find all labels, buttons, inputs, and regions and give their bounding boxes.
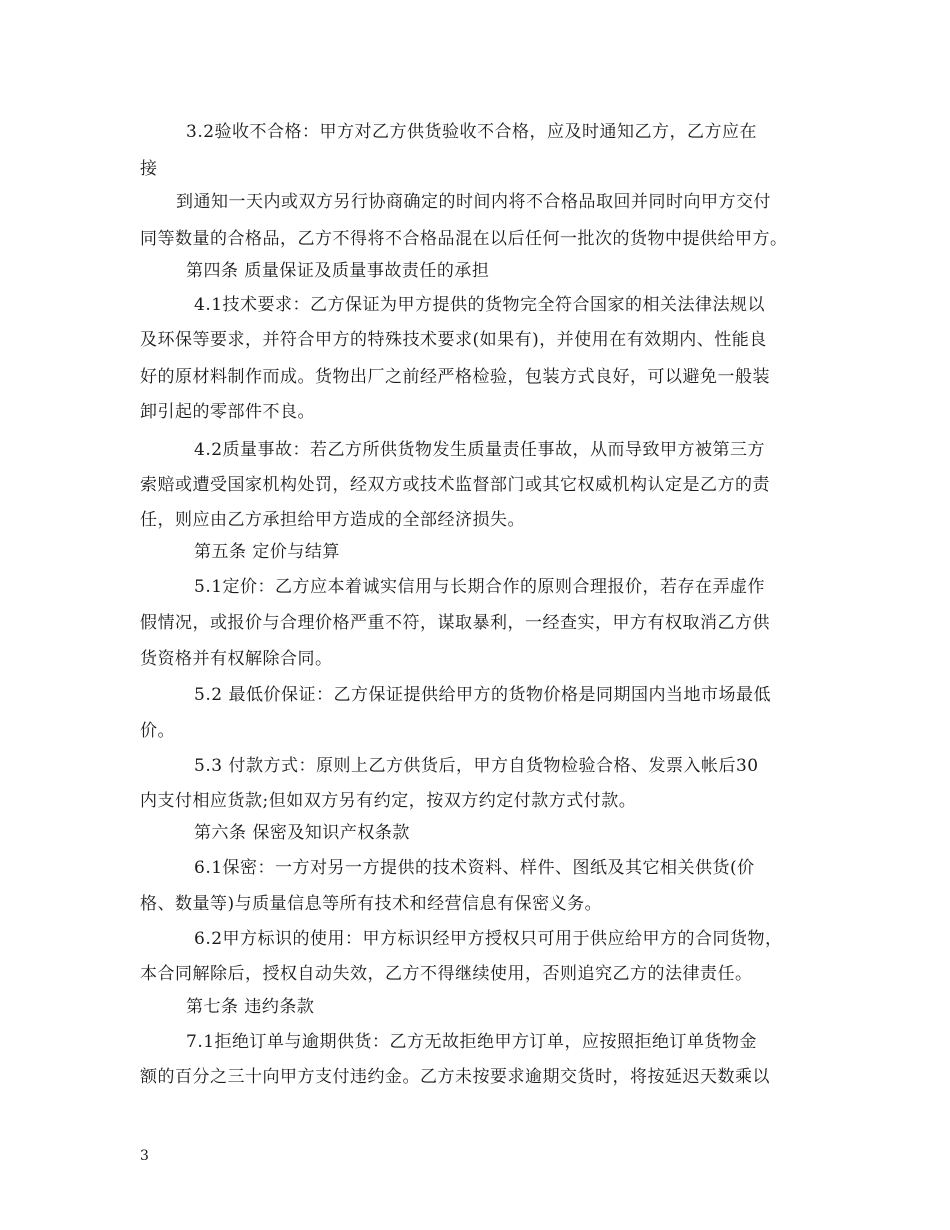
- page-number: 3: [140, 1148, 149, 1164]
- text-line: 货资格并有权解除合同。: [140, 649, 333, 669]
- section-heading: 第七条 违约条款: [186, 997, 315, 1017]
- text-line: 7.1拒绝订单与逾期供货：乙方无故拒绝甲方订单，应按照拒绝订单货物金: [186, 1032, 758, 1052]
- section-heading: 第五条 定价与结算: [194, 542, 340, 562]
- text-line: 及环保等要求，并符合甲方的特殊技术要求(如果有)，并使用在有效期内、性能良: [140, 330, 767, 350]
- text-line: 卸引起的零部件不良。: [140, 402, 315, 422]
- section-heading: 第四条 质量保证及质量事故责任的承担: [186, 261, 490, 281]
- text-line: 索赔或遭受国家机构处罚，经双方或技术监督部门或其它权威机构认定是乙方的责: [140, 475, 770, 495]
- text-line: 5.1定价：乙方应本着诚实信用与长期合作的原则合理报价，若存在弄虚作: [194, 577, 766, 597]
- text-line: 好的原材料制作而成。货物出厂之前经严格检验，包装方式良好，可以避免一般装: [140, 367, 770, 387]
- text-line: 假情况，或报价与合理价格严重不符，谋取暴利，一经查实，甲方有权取消乙方供: [140, 613, 770, 633]
- text-line: 同等数量的合格品，乙方不得将不合格品混在以后任何一批次的货物中提供给甲方。: [140, 229, 788, 249]
- text-line: 格、数量等)与质量信息等所有技术和经营信息有保密义务。: [140, 894, 603, 914]
- text-line: 6.1保密：一方对另一方提供的技术资料、样件、图纸及其它相关供货(价: [194, 858, 755, 878]
- text-line: 到通知一天内或双方另行协商确定的时间内将不合格品取回并同时向甲方交付: [176, 192, 771, 212]
- text-line: 5.3 付款方式：原则上乙方供货后，甲方自货物检验合格、发票入帐后30: [194, 756, 759, 776]
- text-line: 4.1技术要求：乙方保证为甲方提供的货物完全符合国家的相关法律法规以: [194, 295, 766, 315]
- text-line: 3.2验收不合格：甲方对乙方供货验收不合格，应及时通知乙方，乙方应在: [186, 122, 758, 142]
- text-line: 5.2 最低价保证：乙方保证提供给甲方的货物价格是同期国内当地市场最低: [194, 685, 771, 705]
- text-line: 价。: [140, 721, 175, 741]
- section-heading: 第六条 保密及知识产权条款: [194, 823, 410, 843]
- text-line: 本合同解除后，授权自动失效，乙方不得继续使用，否则追究乙方的法律责任。: [140, 964, 753, 984]
- text-line: 接: [140, 159, 158, 179]
- text-line: 内支付相应货款;但如双方另有约定，按双方约定付款方式付款。: [140, 791, 637, 811]
- text-line: 额的百分之三十向甲方支付违约金。乙方未按要求逾期交货时，将按延迟天数乘以: [140, 1067, 770, 1087]
- text-line: 6.2甲方标识的使用：甲方标识经甲方授权只可用于供应给甲方的合同货物，: [194, 929, 783, 949]
- text-line: 4.2质量事故：若乙方所供货物发生质量责任事故，从而导致甲方被第三方: [194, 440, 766, 460]
- text-line: 任，则应由乙方承担给甲方造成的全部经济损失。: [140, 510, 525, 530]
